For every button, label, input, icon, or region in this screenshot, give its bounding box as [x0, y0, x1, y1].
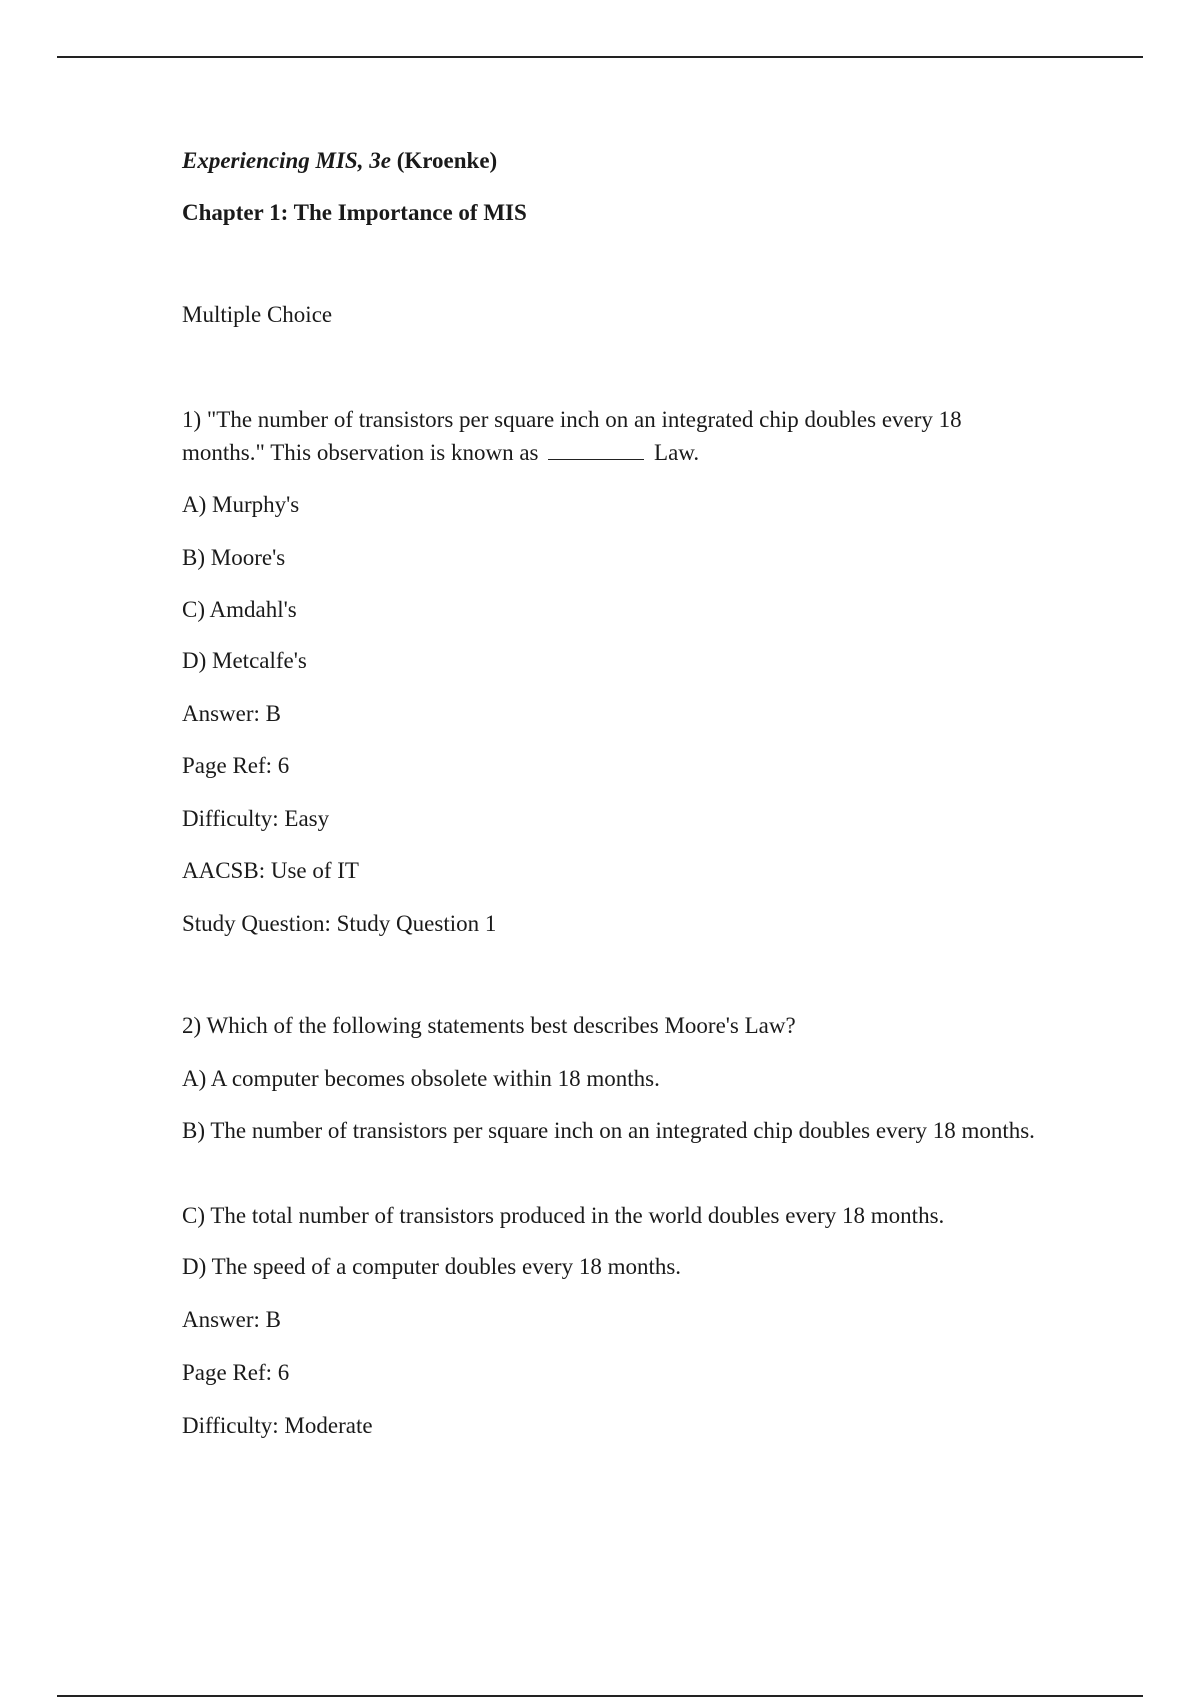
section-heading: Multiple Choice	[182, 302, 333, 327]
question-1-stem	[182, 403, 1042, 469]
book-title	[182, 144, 497, 177]
question-2-option-d: D) The speed of a computer doubles every 18 months.	[182, 1254, 682, 1279]
question-1-page-ref: Page Ref: 6	[182, 753, 290, 778]
book-title-author: (Kroenke)	[396, 148, 498, 173]
question-1-option-c: C) Amdahl's	[182, 597, 297, 622]
question-2-answer: Answer: B	[182, 1307, 282, 1332]
question-1-option-b: B) Moore's	[182, 545, 286, 570]
question-2-option-c: C) The total number of transistors produced in the world doubles every 18 months.	[182, 1203, 945, 1228]
question-1-aacsb: AACSB: Use of IT	[182, 858, 359, 883]
question-2-stem: 2) Which of the following statements best describes Moore's Law?	[182, 1013, 796, 1038]
question-2-page-ref: Page Ref: 6	[182, 1360, 290, 1385]
question-1-study-question: Study Question: Study Question 1	[182, 911, 497, 936]
question-1-option-a: A) Murphy's	[182, 492, 300, 517]
question-2-option-a: A) A computer becomes obsolete within 18 months.	[182, 1066, 660, 1091]
chapter-title: Chapter 1: The Importance of MIS	[182, 200, 527, 225]
question-1-stem-end: Law.	[654, 440, 700, 465]
fill-in-blank	[548, 439, 644, 460]
question-2-option-b: B) The number of transistors per square inch on an integrated chip doubles every 18 months.	[182, 1118, 1035, 1143]
question-1-answer: Answer: B	[182, 701, 282, 726]
top-rule	[57, 56, 1143, 58]
bottom-rule	[57, 1695, 1143, 1697]
question-1-option-d: D) Metcalfe's	[182, 648, 307, 673]
book-title-italic: Experiencing MIS, 3e	[182, 148, 391, 173]
question-1-stem-text: 1) "The number of transistors per square inch on an integrated chip doubles every 18 months." This observation is known as	[182, 407, 962, 465]
question-2-difficulty: Difficulty: Moderate	[182, 1413, 373, 1438]
question-1-difficulty: Difficulty: Easy	[182, 806, 330, 831]
